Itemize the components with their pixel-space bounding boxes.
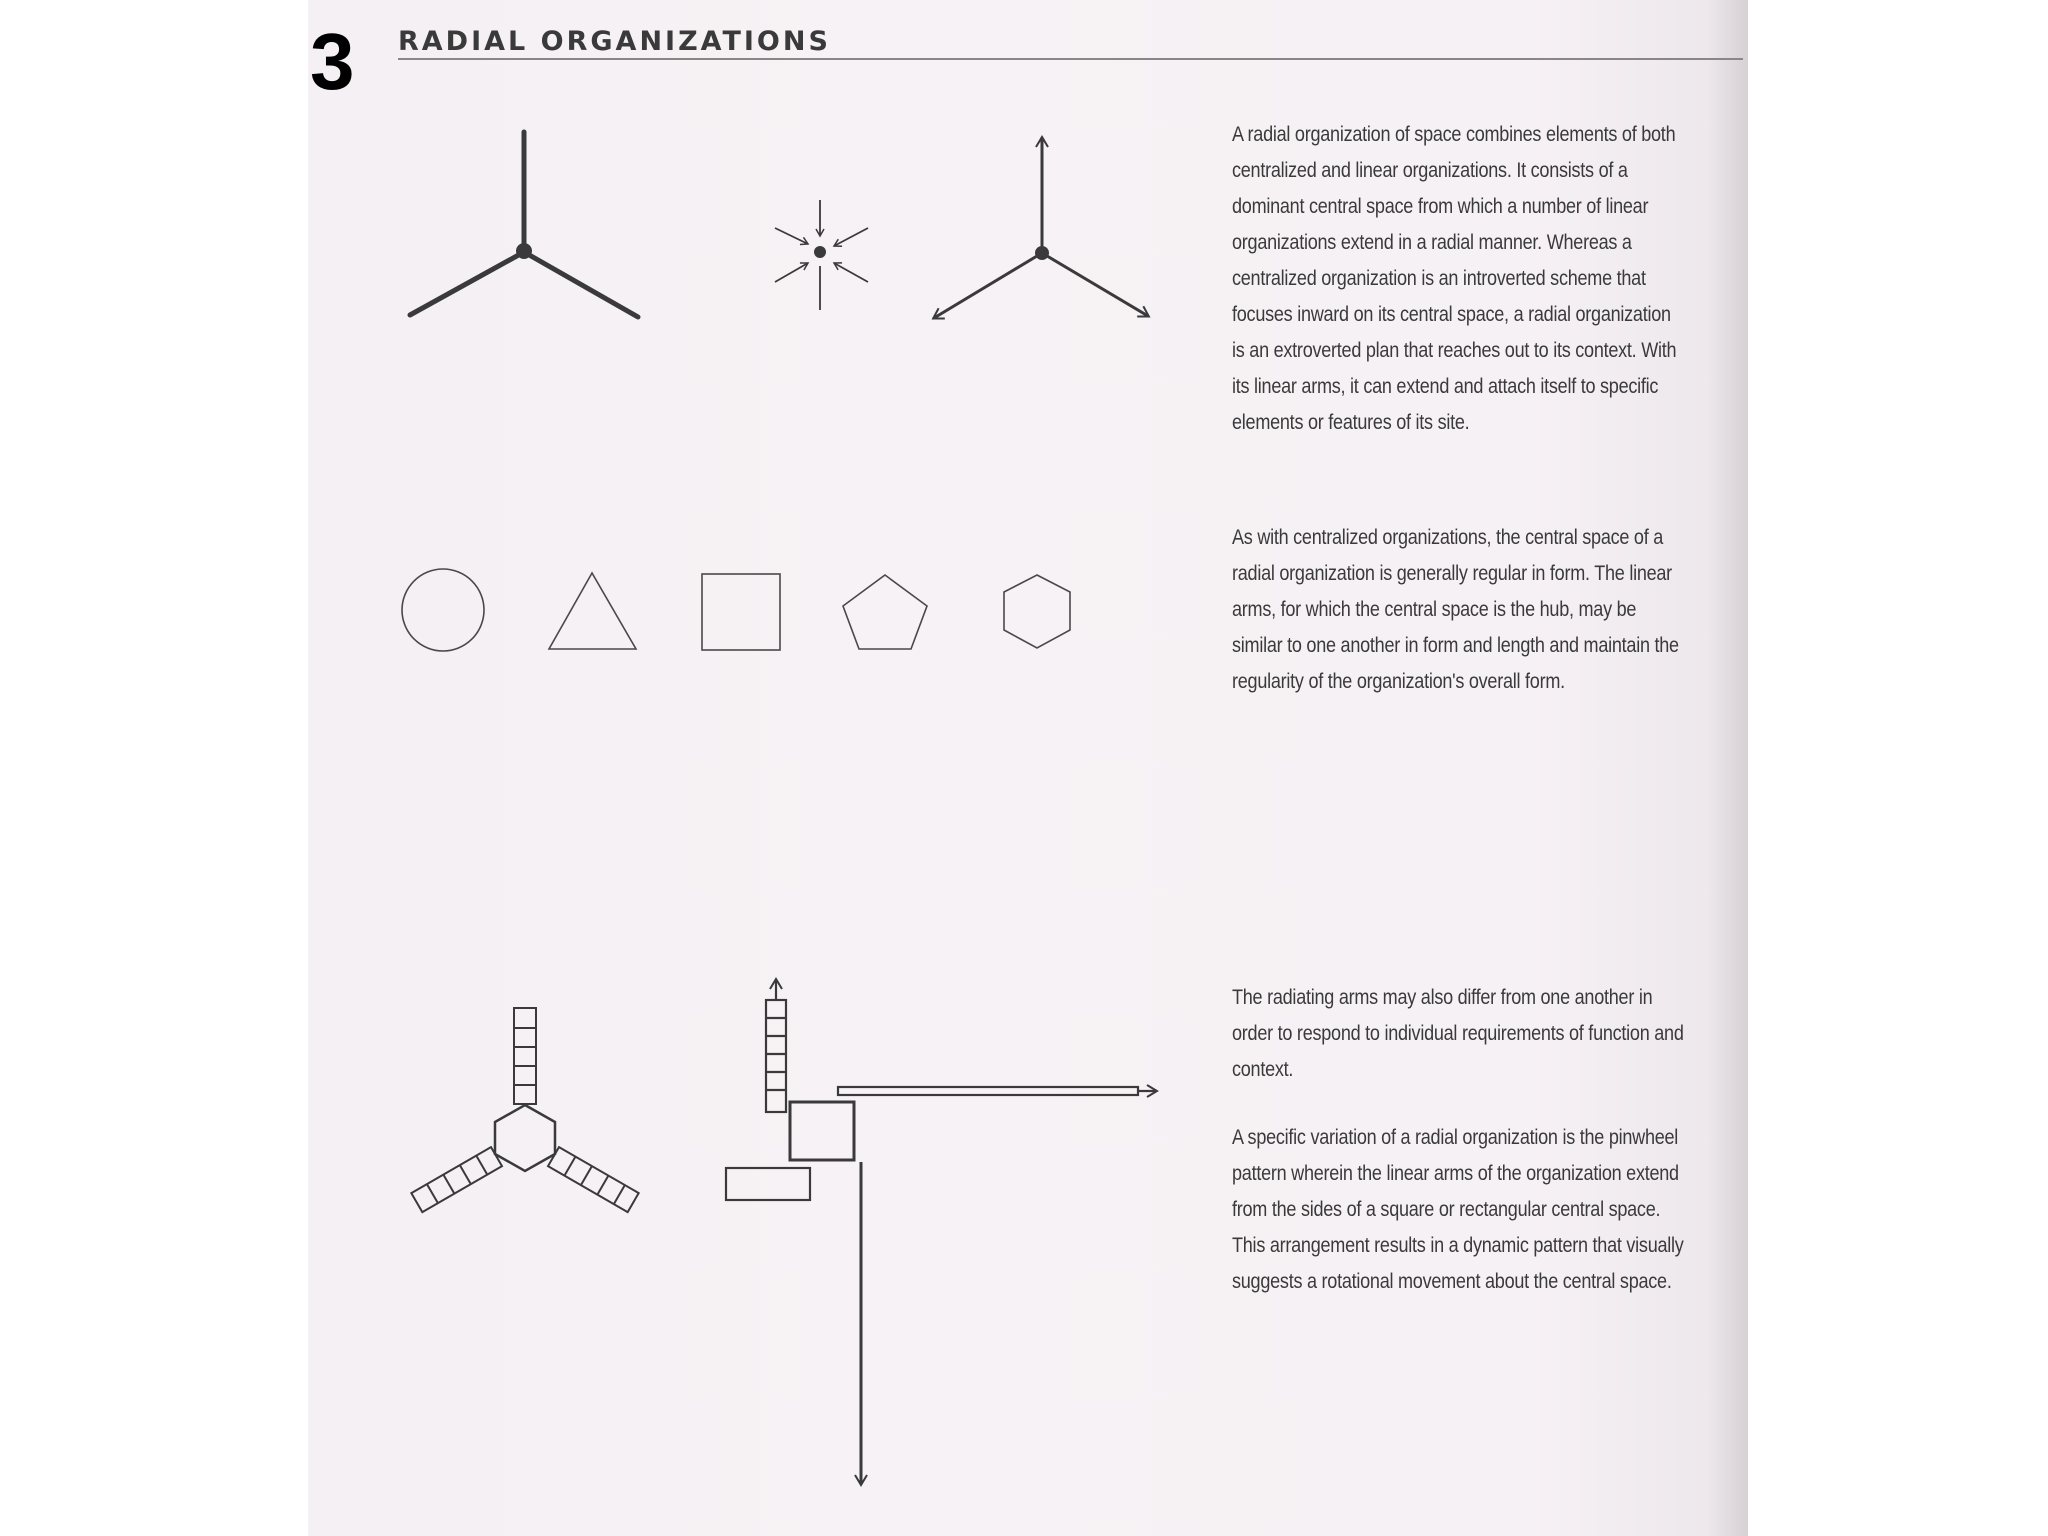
- inward-arrows-radial-diagram: [775, 200, 868, 310]
- pentagon-shape: [843, 575, 927, 649]
- square-shape: [702, 574, 780, 650]
- paragraph-radial-definition: A radial organization of space combines elements of both centralized and linear organizations. It consists of a dominant central space from which a number of linear organizations extend in a radial manner. Whereas a centralized organization is an introverted scheme that focuses inward on its central space, a radial organization is an extroverted plan that reaches out to its context. With its linear arms, it can extend and attach itself to specific elements or features of its site.: [1232, 123, 1677, 434]
- paragraph-central-space: As with centralized organizations, the central space of a radial organization is generally regular in form. The linear arms, for which the central space is the hub, may be similar to one another in form and length and maintain the regularity of the organization's overall form.: [1232, 526, 1679, 693]
- outward-arrows-radial-diagram: [934, 138, 1148, 318]
- pinwheel-pattern-diagram: [726, 980, 1156, 1484]
- hexagon-shape: [1004, 575, 1070, 648]
- paragraph-radiating-arms: The radiating arms may also differ from one another in order to respond to individual requirements of function and context.: [1232, 986, 1684, 1081]
- page-heading: RADIAL ORGANIZATIONS: [398, 26, 831, 57]
- triangle-shape: [549, 573, 636, 649]
- circle-shape: [402, 569, 484, 651]
- hexagon-hub-with-arms-diagram: [411, 1008, 638, 1212]
- three-arm-radial-diagram: [410, 132, 638, 317]
- slide-number: 3: [310, 17, 355, 106]
- paragraph-pinwheel: A specific variation of a radial organization is the pinwheel pattern wherein the linear arms of the organization extend from the sides of a square or rectangular central space. This arrangement results in a dynamic pattern that visually suggests a rotational movement about the central space.: [1232, 1126, 1684, 1293]
